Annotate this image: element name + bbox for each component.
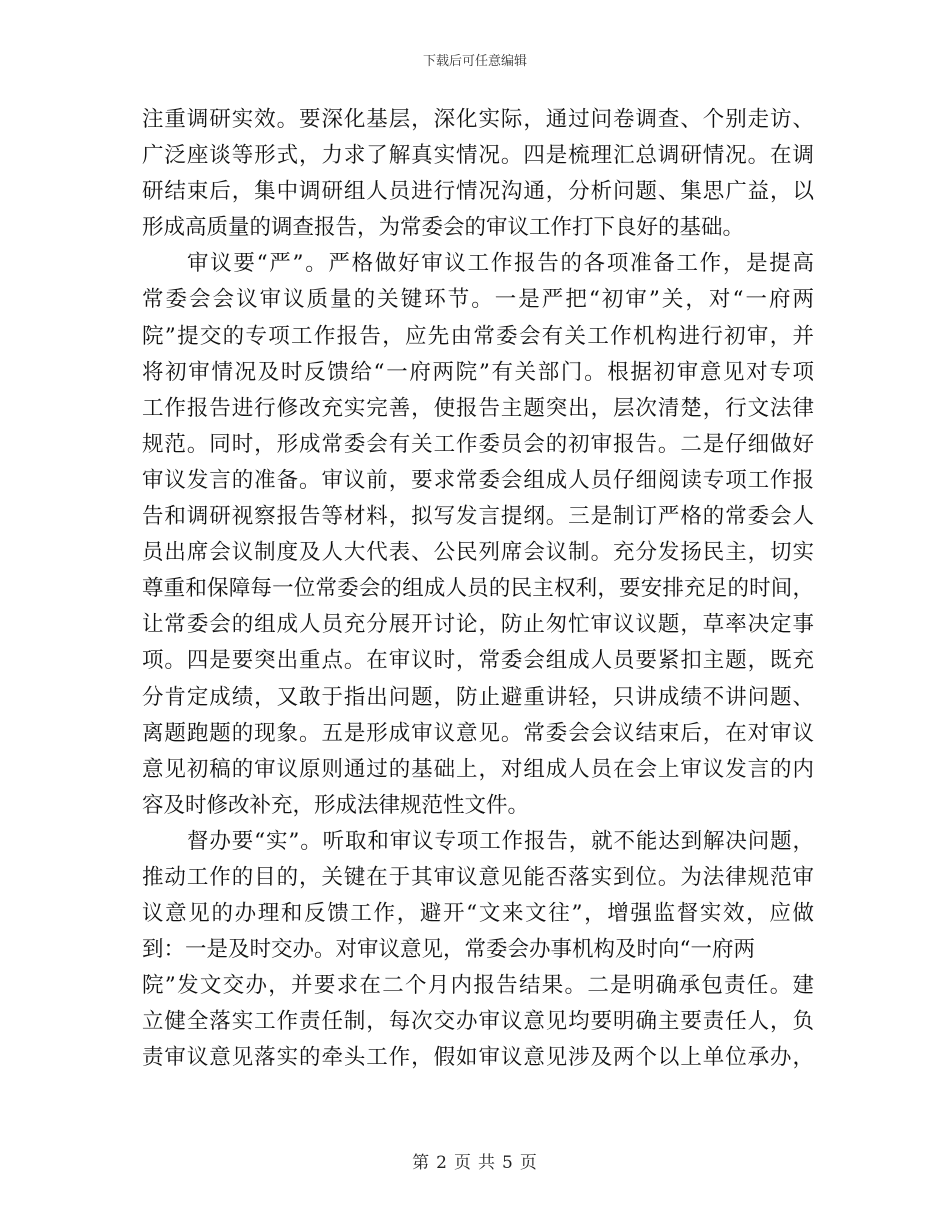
text-line: 离题跑题的现象。五是形成审议意见。常委会会议结束后，在对审议 bbox=[142, 720, 814, 746]
total-label-unit: 页 bbox=[519, 1153, 538, 1173]
text-line: 推动工作的目的，关键在于其审议意见能否落实到位。为法律规范审 bbox=[142, 864, 814, 890]
current-page-number: 2 bbox=[436, 1153, 448, 1173]
text-line: 审议发言的准备。审议前，要求常委会组成人员仔细阅读专项工作报 bbox=[142, 467, 814, 493]
text-line: 项。四是要突出重点。在审议时，常委会组成人员要紧扣主题，既充 bbox=[142, 648, 814, 674]
total-label-prefix: 共 bbox=[478, 1153, 496, 1173]
text-line: 研结束后，集中调研组人员进行情况沟通，分析问题、集思广益，以 bbox=[142, 179, 814, 205]
text-line: 议意见的办理和反馈工作，避开“文来文往”，增强监督实效，应做 bbox=[142, 901, 814, 927]
text-line: 容及时修改补充，形成法律规范性文件。 bbox=[142, 792, 530, 818]
text-line: 尊重和保障每一位常委会的组成人员的民主权利，要安排充足的时间， bbox=[142, 576, 814, 602]
text-line: 将初审情况及时反馈给“一府两院”有关部门。根据初审意见对专项 bbox=[142, 359, 814, 385]
paragraph-start-line: 督办要“实”。听取和审议专项工作报告，就不能达到解决问题， bbox=[187, 828, 814, 854]
text-line: 员出席会议制度及人大代表、公民列席会议制。充分发扬民主，切实 bbox=[142, 540, 814, 566]
text-line: 告和调研视察报告等材料，拟写发言提纲。三是制订严格的常委会人 bbox=[142, 504, 814, 530]
text-line: 责审议意见落实的牵头工作，假如审议意见涉及两个以上单位承办， bbox=[142, 1045, 814, 1071]
text-line: 形成高质量的调查报告，为常委会的审议工作打下良好的基础。 bbox=[142, 215, 745, 241]
text-line: 工作报告进行修改充实完善，使报告主题突出，层次清楚，行文法律 bbox=[142, 395, 814, 421]
text-line: 分肯定成绩，又敢于指出问题，防止避重讲轻，只讲成绩不讲问题、 bbox=[142, 684, 814, 710]
text-line: 院”发文交办，并要求在二个月内报告结果。二是明确承包责任。建 bbox=[142, 973, 814, 999]
text-line: 到：一是及时交办。对审议意见，常委会办事机构及时向“一府两 bbox=[142, 937, 755, 963]
page-label-unit: 页 bbox=[454, 1153, 472, 1173]
text-line: 立健全落实工作责任制，每次交办审议意见均要明确主要责任人，负 bbox=[142, 1009, 814, 1035]
text-line: 院”提交的专项工作报告，应先由常委会有关工作机构进行初审，并 bbox=[142, 323, 814, 349]
text-line: 意见初稿的审议原则通过的基础上，对组成人员在会上审议发言的内 bbox=[142, 756, 814, 782]
paragraph-start-line: 审议要“严”。严格做好审议工作报告的各项准备工作，是提高 bbox=[187, 251, 814, 277]
text-line: 注重调研实效。要深化基层，深化实际，通过问卷调查、个别走访、 bbox=[142, 107, 814, 132]
page-footer bbox=[0, 1153, 950, 1173]
total-page-number: 5 bbox=[502, 1153, 514, 1173]
page-label-prefix: 第 bbox=[412, 1153, 431, 1173]
text-line: 让常委会的组成人员充分展开讨论，防止匆忙审议议题，草率决定事 bbox=[142, 612, 814, 638]
document-body bbox=[142, 102, 814, 1077]
page-header: 下载后可任意编辑 bbox=[422, 54, 527, 69]
text-line: 规范。同时，形成常委会有关工作委员会的初审报告。二是仔细做好 bbox=[142, 431, 814, 457]
text-line: 常委会会议审议质量的关键环节。一是严把“初审”关，对“一府两 bbox=[142, 287, 814, 313]
text-line: 广泛座谈等形式，力求了解真实情况。四是梳理汇总调研情况。在调 bbox=[142, 143, 814, 169]
